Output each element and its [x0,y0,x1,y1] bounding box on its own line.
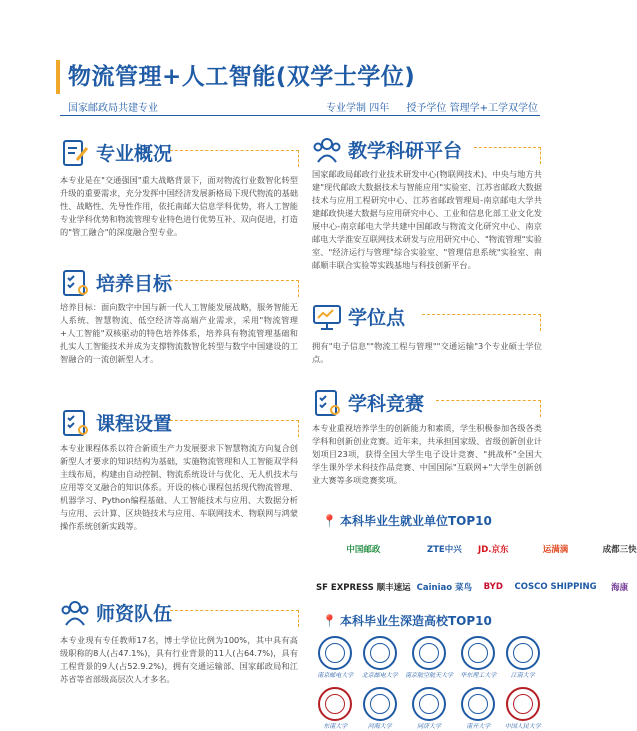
goals-title: 培养目标 [96,273,173,295]
university-seal-icon [318,687,352,721]
university-name: 河海大学 [367,723,392,730]
university-name: 江南大学 [510,672,535,679]
university-logo [459,636,498,679]
university-logo [504,687,543,730]
title-divider [60,115,540,116]
curriculum-frame [170,420,299,437]
employer-logo: JD.京东 [478,545,509,555]
goals-frame [170,280,299,297]
employer-logo: ZTE中兴 [426,545,462,555]
team-icon [60,598,90,628]
university-name: 南京邮电大学 [317,672,354,679]
employers-title [322,512,492,529]
overview-text: 本专业是在"交通强国"重大战略背景下，面对物流行业数智化转型升级的重要需求，充分发挥中国经济发展新格局下现代物流的基础性、战略性、先导性作用，依托南邮大信息学科优势，将人工智能专业学科优势和物流管理专业特色进行优势互补、双向促进，打造的"管工融合"的深度融合型专业。 [60,175,298,237]
degree-points-text: 拥有"电子信息""物流工程与管理""交通运输"3个专业硕士学位点。 [312,341,542,364]
goals-card [60,268,300,373]
university-name: 同济大学 [416,723,441,730]
employer-logo: 成都三快 [602,545,637,555]
degree-awarded: 授予学位 管理学+工学双学位 [406,103,538,114]
employer-logo: 运满满 [542,545,569,555]
university-name: 华东理工大学 [460,672,497,679]
employer-logo-grid [316,535,637,601]
employers-title-text: 本科毕业生就业单位TOP10 [339,514,492,528]
checklist-icon [312,388,342,418]
competitions-title: 学科竞赛 [348,393,425,415]
university-logo [316,687,354,730]
overview-card [60,138,300,243]
competitions-text: 本专业重视培养学生的创新能力和素质，学生积极参加各级各类学科和创新创业竞赛。近年来，共承担国家级、省级创新创业计划项目23项，获得全国大学生电子设计竞赛、"挑战杯"全国大学生课外学术科技作品竞赛、中国国际"互联网+"大学生创新创业大赛等多项竞赛奖项。 [312,423,542,485]
curriculum-title: 课程设置 [96,413,173,435]
university-logo [360,636,399,679]
universities-title-text: 本科毕业生深造高校TOP10 [339,614,492,628]
program-meta [312,99,538,114]
university-seal-icon [506,687,540,721]
university-seal-icon [363,687,397,721]
page-title: 物流管理+人工智能(双学士学位) [68,64,416,90]
university-name: 北京邮电大学 [361,672,398,679]
university-name: 南京航空航天大学 [404,672,453,679]
university-logo [316,636,354,679]
university-logo [405,636,453,679]
university-logo [504,636,543,679]
university-seal-icon [461,636,495,670]
university-logo [405,687,453,730]
overview-frame [170,150,299,167]
team-icon [312,135,342,165]
degree-points-title: 学位点 [348,307,406,329]
map-pin-icon: 📍 [322,514,337,528]
university-logo-grid [316,636,542,730]
document-pen-icon [60,138,90,168]
overview-title: 专业概况 [96,143,173,165]
title-accent-bar [56,60,60,94]
goals-text: 培养目标：面向数字中国与新一代人工智能发展战略，服务智能无人系统、智慧物流、低空经济等高端产业需求，采用"物流管理+人工智能"双核驱动的特色培养体系，培养具有物流管理基础和扎实人工智能技术并成为支撑物流数智化转型与数字中国建设的工智融合的一流创新型人才。 [60,302,298,364]
faculty-frame [170,610,299,627]
monitor-icon [312,302,342,332]
competitions-card [312,388,542,493]
map-pin-icon: 📍 [322,614,337,628]
program-note: 国家邮政局共建专业 [68,103,158,114]
faculty-title: 师资队伍 [96,603,173,625]
employer-logo: 海康 [611,583,629,593]
universities-title [322,612,492,629]
research-text: 国家邮政局邮政行业技术研发中心(物联网技术)、中央与地方共建"现代邮政大数据技术与智能应用"实验室、江苏省邮政大数据技术与应用工程研究中心、江苏省邮政管理局-南京邮电大学共建邮政快递大数据与应用研究中心、工业和信息化部工业文化发展中心-南京邮电大学共建中国邮政与物流文化研究中心、南京邮电大学淮安互联网技术研发与应用研究中心、"物流管理"实验室、"经济运行与管理"综合实验室、"管理信息系统"实验室、南邮顺丰联合实验等实践基地与科技创新平台。 [312,169,542,270]
faculty-text: 本专业现有专任教师17名，博士学位比例为100%，其中具有高级职称的8人(占47.1%)，具有行业背景的11人(占64.7%)，具有工程背景的9人(占52.9.2%)，拥有交通运输部、国家邮政局和江苏省等省部级高层次人才多名。 [60,635,298,684]
checklist-icon [60,408,90,438]
research-title: 教学科研平台 [348,140,463,162]
degree-points-frame [422,314,541,331]
employer-logo: Cainiao 菜鸟 [416,583,473,593]
employer-logo: COSCO SHIPPING [514,582,597,592]
university-seal-icon [461,687,495,721]
university-logo [459,687,498,730]
curriculum-card [60,408,300,563]
university-seal-icon [412,636,446,670]
curriculum-text: 本专业课程体系以符合新质生产力发展要求下智慧物流方向复合创新型人才要求的知识结构为基础，实施物流管理和人工智能双学科主线布局，构建由自动控制、物流系统设计与优化、无人机技术与应用等交叉融合的知识体系。开设的核心课程包括现代物流管理、机器学习、Python编程基础、人工智能技术与应用、大数据分析与应用、云计算、区块链技术与应用、车联网技术、物联网与鸿蒙操作系统创新实践等。 [60,443,298,531]
research-frame [474,147,541,164]
university-name: 南开大学 [466,723,491,730]
university-name: 中国人民大学 [504,723,541,730]
degree-points-card [312,302,542,372]
research-card [312,135,542,295]
university-seal-icon [363,636,397,670]
employer-logo: 中国邮政 [346,545,381,555]
university-logo [360,687,399,730]
employer-logo: BYD [483,582,503,592]
employer-logo: SF EXPRESS 顺丰速运 [316,583,411,593]
university-name: 东南大学 [323,723,348,730]
schooling-years: 专业学制 四年 [326,103,390,114]
faculty-card [60,598,300,684]
competitions-frame [436,400,541,417]
checklist-icon [60,268,90,298]
university-seal-icon [412,687,446,721]
university-seal-icon [318,636,352,670]
university-seal-icon [506,636,540,670]
title-subline [68,99,538,114]
